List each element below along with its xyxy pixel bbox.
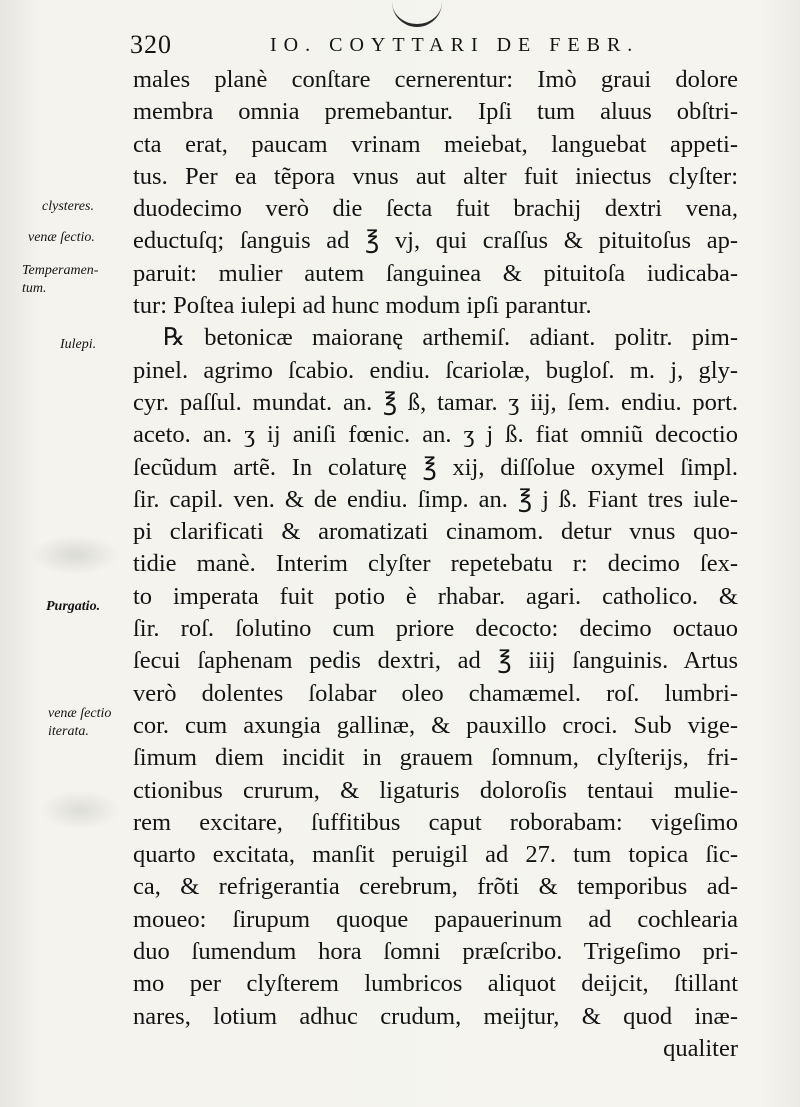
text-line: moueo: ſirupum quoque papauerinum ad cochlearia (133, 905, 738, 933)
text-line: aceto. an. ʒ ij aniſi fœnic. an. ʒ j ß. fiat omniũ decoctio (133, 421, 738, 449)
margin-note-purgatio: Purgatio. (46, 599, 101, 614)
binding-thread-mark (392, 0, 442, 27)
text-line: ℞ betonicæ maioranę arthemiſ. adiant. politr. pim- (163, 324, 738, 352)
text-line: to imperata fuit potio è rhabar. agari. catholico. & (133, 582, 738, 610)
running-head: IO. COYTTARI DE FEBR. (270, 34, 640, 56)
text-line: cta erat, paucam vrinam meiebat, languebat appeti- (133, 130, 738, 158)
text-line: mo per clyſterem lumbricos aliquot deijcit, ſtillant (133, 970, 738, 998)
text-line: quarto excitata, manſit peruigil ad 27. tum topica ſic- (133, 841, 738, 869)
text-line: rem excitare, ſuffitibus caput roborabam: vigeſimo (133, 808, 738, 836)
text-line: duodecimo verò die ſecta fuit brachij dextri vena, (133, 195, 738, 223)
margin-note-iulepi: Iulepi. (60, 337, 97, 352)
margin-note-venae-sectio-iterata-2: iterata. (48, 724, 89, 739)
margin-note-clysteres: clysteres. (42, 199, 94, 214)
show-through-smudge (40, 790, 120, 830)
text-line: ſir. roſ. ſolutino cum priore decocto: decimo octauo (133, 615, 738, 643)
text-line: ctionibus crurum, & ligaturis doloroſis tentaui mulie- (133, 776, 738, 804)
text-line: ſecui ſaphenam pedis dextri, ad ℥ iiij ſanguinis. Artus (133, 647, 738, 675)
show-through-smudge (30, 535, 120, 575)
text-line: membra omnia premebantur. Ipſi tum aluus obſtri- (133, 98, 738, 126)
text-line: tus. Per ea tẽpora vnus aut alter fuit iniectus clyſter: (133, 162, 738, 190)
page-header (130, 30, 740, 60)
text-line: eductuſq; ſanguis ad ℥ vj, qui craſſus & pituitoſus ap- (133, 227, 738, 255)
text-line: tur: Poſtea iulepi ad hunc modum ipſi parantur. (133, 292, 592, 320)
text-line: cyr. paſſul. mundat. an. ℥ ß, tamar. ʒ iij, ſem. endiu. port. (133, 388, 738, 416)
text-line: nares, lotium adhuc crudum, meijtur, & quod inæ- (133, 1002, 738, 1030)
text-line: cor. cum axungia gallinæ, & pauxillo croci. Sub vige- (133, 711, 738, 739)
body-text (133, 64, 738, 1065)
text-line: paruit: mulier autem ſanguinea & pituitoſa iudicaba- (133, 259, 738, 287)
text-line: verò dolentes ſolabar oleo chamæmel. roſ. lumbri- (133, 679, 738, 707)
catchword: qualiter (663, 1034, 738, 1062)
text-line: males planè conſtare cernerentur: Imò graui dolore (133, 66, 738, 93)
text-line: tidie manè. Interim clyſter repetebatu r: decimo ſex- (133, 550, 738, 578)
margin-note-temperamentum-1: Temperamen- (22, 263, 99, 278)
text-line: ſir. capil. ven. & de endiu. ſimp. an. ℥ j ß. Fiant tres iule- (133, 485, 738, 513)
margin-note-venae-sectio-iterata-1: venæ ſectio (48, 706, 112, 721)
text-line: ſimum diem incidit in grauem ſomnum, clyſterijs, fri- (133, 744, 738, 772)
margin-note-venae-sectio: venæ ſectio. (28, 230, 95, 245)
text-line: duo ſumendum hora ſomni præſcribo. Trigeſimo pri- (133, 938, 738, 966)
text-line: pinel. agrimo ſcabio. endiu. ſcariolæ, bugloſ. m. j, gly- (133, 356, 738, 384)
text-line: ca, & refrigerantia cerebrum, frõti & temporibus ad- (133, 873, 738, 901)
page-number: 320 (130, 30, 172, 59)
margin-note-temperamentum-2: tum. (22, 281, 47, 296)
text-line: pi clarificati & aromatizati cinamom. detur vnus quo- (133, 518, 738, 546)
text-line: ſecũdum artẽ. In colaturę ℥ xij, diſſolue oxymel ſimpl. (133, 453, 738, 481)
